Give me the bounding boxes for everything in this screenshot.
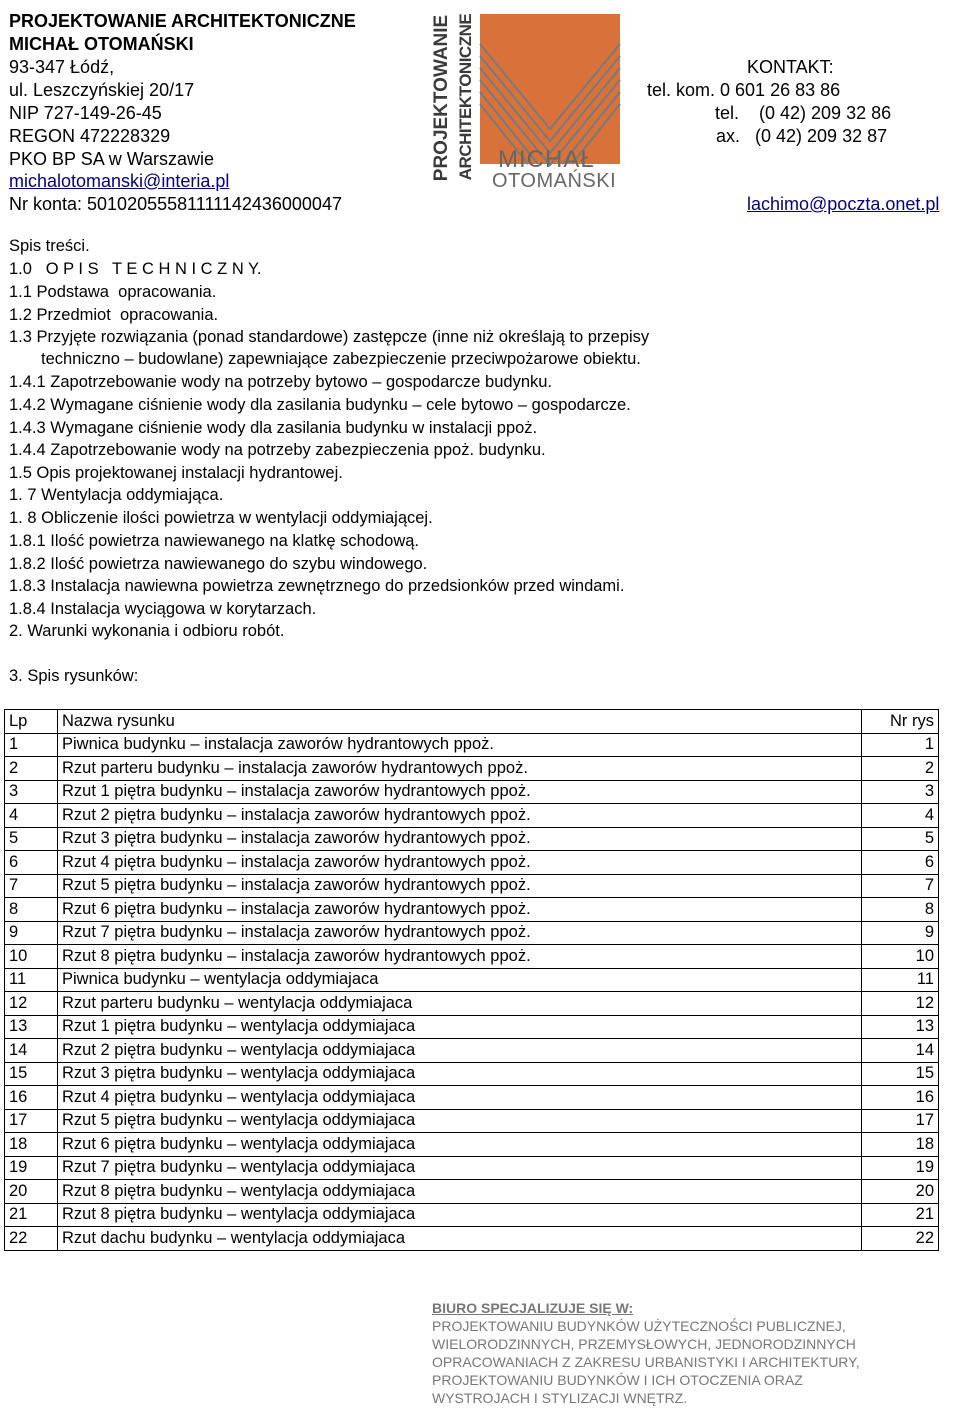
row-nr: 19 bbox=[862, 1156, 939, 1180]
row-lp: 5 bbox=[5, 827, 58, 851]
table-row bbox=[5, 1156, 939, 1180]
logo-vertical-text-2: ARCHITEKTONICZNE bbox=[456, 13, 475, 181]
row-lp: 10 bbox=[5, 945, 58, 969]
company-name-line2: MICHAŁ OTOMAŃSKI bbox=[9, 34, 194, 54]
header-nr: Nr rys bbox=[862, 710, 939, 734]
drawings-table bbox=[4, 709, 939, 1251]
toc-item: 1. 7 Wentylacja oddymiająca. bbox=[9, 486, 224, 504]
address-city: 93-347 Łódź, bbox=[9, 57, 115, 77]
row-lp: 7 bbox=[5, 874, 58, 898]
table-row bbox=[5, 827, 939, 851]
toc-item: 1.4.4 Zapotrzebowanie wody na potrzeby zabezpieczenia ppoż. budynku. bbox=[9, 441, 546, 459]
row-lp: 8 bbox=[5, 898, 58, 922]
toc-item: 1.1 Podstawa opracowania. bbox=[9, 283, 217, 301]
row-nr: 7 bbox=[862, 874, 939, 898]
row-name: Rzut 7 piętra budynku – wentylacja oddymiajaca bbox=[58, 1156, 862, 1180]
toc-item: 1.8.3 Instalacja nawiewna powietrza zewnętrznego do przedsionków przed windami. bbox=[9, 577, 625, 595]
row-lp: 12 bbox=[5, 992, 58, 1016]
row-name: Rzut 3 piętra budynku – wentylacja oddymiajaca bbox=[58, 1062, 862, 1086]
row-lp: 15 bbox=[5, 1062, 58, 1086]
row-name: Rzut 1 piętra budynku – wentylacja oddymiajaca bbox=[58, 1015, 862, 1039]
row-name: Rzut 3 piętra budynku – instalacja zaworów hydrantowych ppoż. bbox=[58, 827, 862, 851]
row-nr: 8 bbox=[862, 898, 939, 922]
row-name: Rzut 2 piętra budynku – wentylacja oddymiajaca bbox=[58, 1039, 862, 1063]
row-lp: 11 bbox=[5, 968, 58, 992]
row-nr: 3 bbox=[862, 780, 939, 804]
toc-item: 1.0 O P I S T E C H N I C Z N Y. bbox=[9, 260, 262, 278]
table-row bbox=[5, 733, 939, 757]
row-lp: 9 bbox=[5, 921, 58, 945]
row-nr: 17 bbox=[862, 1109, 939, 1133]
table-header-row bbox=[5, 710, 939, 734]
toc-item: 1.8.1 Ilość powietrza nawiewanego na klatkę schodową. bbox=[9, 532, 419, 550]
table-row bbox=[5, 1180, 939, 1204]
table-row bbox=[5, 1203, 939, 1227]
row-name: Rzut 5 piętra budynku – instalacja zaworów hydrantowych ppoż. bbox=[58, 874, 862, 898]
toc-item: 1.8.2 Ilość powietrza nawiewanego do szybu windowego. bbox=[9, 555, 428, 573]
row-nr: 20 bbox=[862, 1180, 939, 1204]
drawings-title: 3. Spis rysunków: bbox=[9, 667, 139, 685]
table-row bbox=[5, 968, 939, 992]
row-lp: 17 bbox=[5, 1109, 58, 1133]
footer-line: WIELORODZINNYCH, PRZEMYSŁOWYCH, JEDNORODZINNYCH bbox=[432, 1336, 856, 1352]
table-row bbox=[5, 1133, 939, 1157]
company-name-line1: PROJEKTOWANIE ARCHITEKTONICZNE bbox=[9, 11, 356, 31]
row-name: Piwnica budynku – instalacja zaworów hydrantowych ppoż. bbox=[58, 733, 862, 757]
row-lp: 16 bbox=[5, 1086, 58, 1110]
row-nr: 5 bbox=[862, 827, 939, 851]
row-nr: 18 bbox=[862, 1133, 939, 1157]
row-nr: 10 bbox=[862, 945, 939, 969]
toc-item: 1.2 Przedmiot opracowania. bbox=[9, 306, 219, 324]
row-nr: 4 bbox=[862, 804, 939, 828]
row-lp: 19 bbox=[5, 1156, 58, 1180]
table-row bbox=[5, 804, 939, 828]
footer-line: OPRACOWANIACH Z ZAKRESU URBANISTYKI I ARCHITEKTURY, bbox=[432, 1354, 860, 1370]
row-nr: 21 bbox=[862, 1203, 939, 1227]
row-name: Rzut 5 piętra budynku – wentylacja oddymiajaca bbox=[58, 1109, 862, 1133]
row-lp: 4 bbox=[5, 804, 58, 828]
row-name: Rzut parteru budynku – instalacja zaworów hydrantowych ppoż. bbox=[58, 757, 862, 781]
toc-item: 2. Warunki wykonania i odbioru robót. bbox=[9, 622, 285, 640]
row-nr: 22 bbox=[862, 1227, 939, 1251]
row-nr: 1 bbox=[862, 733, 939, 757]
toc-item: 1. 8 Obliczenie ilości powietrza w wentylacji oddymiającej. bbox=[9, 509, 433, 527]
row-name: Rzut parteru budynku – wentylacja oddymiajaca bbox=[58, 992, 862, 1016]
toc-item: 1.4.3 Wymagane ciśnienie wody dla zasilania budynku w instalacji ppoż. bbox=[9, 419, 538, 437]
toc-title: Spis treści. bbox=[9, 237, 90, 255]
footer-line: WYSTROJACH I STYLIZACJI WNĘTRZ. bbox=[432, 1390, 688, 1406]
table-row bbox=[5, 874, 939, 898]
row-name: Rzut 8 piętra budynku – instalacja zaworów hydrantowych ppoż. bbox=[58, 945, 862, 969]
drawings-table-body bbox=[5, 710, 939, 1251]
row-nr: 14 bbox=[862, 1039, 939, 1063]
company-logo bbox=[428, 4, 624, 194]
regon: REGON 472228329 bbox=[9, 126, 171, 146]
table-row bbox=[5, 1039, 939, 1063]
toc-item: 1.4.2 Wymagane ciśnienie wody dla zasilania budynku – cele bytowo – gospodarcze. bbox=[9, 396, 631, 414]
address-street: ul. Leszczyńskiej 20/17 bbox=[9, 80, 195, 100]
logo-name-2: OTOMAŃSKI bbox=[492, 170, 617, 192]
row-lp: 2 bbox=[5, 757, 58, 781]
row-nr: 2 bbox=[862, 757, 939, 781]
row-lp: 20 bbox=[5, 1180, 58, 1204]
row-name: Rzut 6 piętra budynku – wentylacja oddymiajaca bbox=[58, 1133, 862, 1157]
toc-item: 1.4.1 Zapotrzebowanie wody na potrzeby bytowo – gospodarcze budynku. bbox=[9, 373, 553, 391]
row-name: Rzut dachu budynku – wentylacja oddymiajaca bbox=[58, 1227, 862, 1251]
row-nr: 6 bbox=[862, 851, 939, 875]
row-nr: 16 bbox=[862, 1086, 939, 1110]
tel-kom: tel. kom. 0 601 26 83 86 bbox=[647, 80, 841, 100]
contact-label: KONTAKT: bbox=[747, 57, 834, 77]
email-link[interactable]: michalotomanski@interia.pl bbox=[9, 171, 230, 191]
row-nr: 12 bbox=[862, 992, 939, 1016]
row-lp: 21 bbox=[5, 1203, 58, 1227]
table-row bbox=[5, 992, 939, 1016]
account-number: Nr konta: 50102055581111142436000047 bbox=[9, 194, 342, 214]
footer-line: PROJEKTOWANIU BUDYNKÓW I ICH OTOCZENIA ORAZ bbox=[432, 1372, 803, 1388]
row-name: Rzut 8 piętra budynku – wentylacja oddymiajaca bbox=[58, 1180, 862, 1204]
row-name: Rzut 4 piętra budynku – instalacja zaworów hydrantowych ppoż. bbox=[58, 851, 862, 875]
row-name: Rzut 1 piętra budynku – instalacja zaworów hydrantowych ppoż. bbox=[58, 780, 862, 804]
footer-line: PROJEKTOWANIU BUDYNKÓW UŻYTECZNOŚCI PUBLICZNEJ, bbox=[432, 1318, 846, 1334]
table-row bbox=[5, 945, 939, 969]
table-row bbox=[5, 1227, 939, 1251]
row-lp: 22 bbox=[5, 1227, 58, 1251]
fax: ax. (0 42) 209 32 87 bbox=[716, 126, 888, 146]
toc-item: 1.5 Opis projektowanej instalacji hydrantowej. bbox=[9, 464, 343, 482]
row-name: Rzut 8 piętra budynku – wentylacja oddymiajaca bbox=[58, 1203, 862, 1227]
row-lp: 1 bbox=[5, 733, 58, 757]
header-name: Nazwa rysunku bbox=[58, 710, 862, 734]
row-name: Rzut 7 piętra budynku – instalacja zaworów hydrantowych ppoż. bbox=[58, 921, 862, 945]
row-lp: 18 bbox=[5, 1133, 58, 1157]
table-row bbox=[5, 1015, 939, 1039]
row-lp: 3 bbox=[5, 780, 58, 804]
toc-item: 1.8.4 Instalacja wyciągowa w korytarzach. bbox=[9, 600, 317, 618]
header-lp: Lp bbox=[5, 710, 58, 734]
row-nr: 9 bbox=[862, 921, 939, 945]
toc-item: 1.3 Przyjęte rozwiązania (ponad standardowe) zastępcze (inne niż określają to przepisy bbox=[9, 328, 650, 346]
row-nr: 11 bbox=[862, 968, 939, 992]
logo-name-1: MICHAŁ bbox=[498, 146, 595, 173]
table-row bbox=[5, 851, 939, 875]
footer-heading: BIURO SPECJALIZUJE SIĘ W: bbox=[432, 1300, 634, 1316]
table-row bbox=[5, 757, 939, 781]
table-row bbox=[5, 921, 939, 945]
row-name: Rzut 4 piętra budynku – wentylacja oddymiajaca bbox=[58, 1086, 862, 1110]
table-row bbox=[5, 898, 939, 922]
row-lp: 14 bbox=[5, 1039, 58, 1063]
row-lp: 13 bbox=[5, 1015, 58, 1039]
bank-name: PKO BP SA w Warszawie bbox=[9, 149, 215, 169]
nip: NIP 727-149-26-45 bbox=[9, 103, 162, 123]
logo-vertical-text-1: PROJEKTOWANIE bbox=[431, 14, 452, 182]
table-row bbox=[5, 1062, 939, 1086]
table-row bbox=[5, 1086, 939, 1110]
email2-link[interactable]: lachimo@poczta.onet.pl bbox=[747, 194, 940, 214]
row-nr: 13 bbox=[862, 1015, 939, 1039]
table-row bbox=[5, 1109, 939, 1133]
row-lp: 6 bbox=[5, 851, 58, 875]
row-nr: 15 bbox=[862, 1062, 939, 1086]
row-name: Piwnica budynku – wentylacja oddymiajaca bbox=[58, 968, 862, 992]
row-name: Rzut 6 piętra budynku – instalacja zaworów hydrantowych ppoż. bbox=[58, 898, 862, 922]
table-row bbox=[5, 780, 939, 804]
toc-item-continuation: techniczno – budowlane) zapewniające zabezpieczenie przeciwpożarowe obiektu. bbox=[41, 350, 641, 368]
tel: tel. (0 42) 209 32 86 bbox=[715, 103, 892, 123]
row-name: Rzut 2 piętra budynku – instalacja zaworów hydrantowych ppoż. bbox=[58, 804, 862, 828]
